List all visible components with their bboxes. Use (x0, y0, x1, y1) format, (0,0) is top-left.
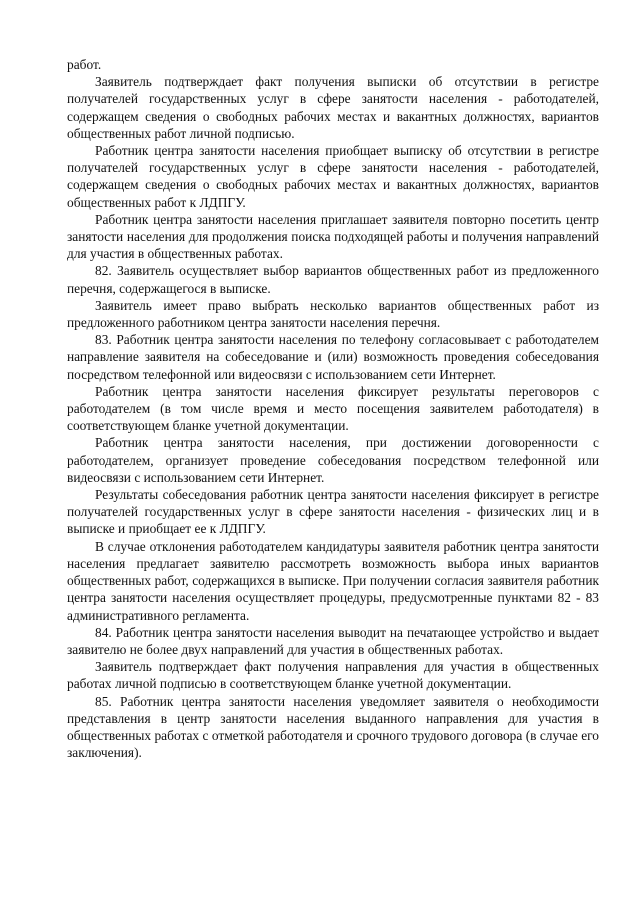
paragraph: Результаты собеседования работник центра занятости населения фиксирует в регистре получателей государственных услуг в сфере занятости населения - физических лиц и в выписке и приобщает ее к ЛДПГУ. (67, 487, 599, 537)
paragraph: Заявитель подтверждает факт получения выписки об отсутствии в регистре получателей государственных услуг в сфере занятости населения - работодателей, содержащем сведения о свободных рабочих местах и вакантных должностях, вариантов общественных работ личной подписью. (67, 74, 599, 141)
paragraph: В случае отклонения работодателем кандидатуры заявителя работник центра занятости населения предлагает заявителю рассмотреть возможность выбора иных вариантов общественных работ, содержащихся в выписке. При получении согласия заявителя работник центра занятости населения осуществляет процедуры, предусмотренные пунктами 82 - 83 административного регламента. (67, 538, 599, 623)
paragraph: Работник центра занятости населения приобщает выписку об отсутствии в регистре получателей государственных услуг в сфере занятости населения - работодателей, содержащем сведения о свободных рабочих местах и вакантных должностях, вариантов общественных работ к ЛДПГУ. (67, 143, 599, 210)
paragraph: Работник центра занятости населения фиксирует результаты переговоров с работодателем (в том числе время и место посещения заявителем работодателя) в соответствующем бланке учетной документации. (67, 383, 599, 434)
paragraph-item-84: 84. Работник центра занятости населения выводит на печатающее устройство и выдает заявителю не более двух направлений для участия в общественных работах. (67, 624, 599, 657)
paragraph-continuation: работ. (67, 57, 102, 72)
paragraph-item-85: 85. Работник центра занятости населения уведомляет заявителя о необходимости представления в центр занятости населения выданного направления для участия в общественных работах с отметкой работодателя и срочного трудового договора (в случае его заключения). (67, 693, 599, 761)
paragraph: Работник центра занятости населения, при достижении договоренности с работодателем, организует проведение собеседования посредством телефонной или видеосвязи с использованием сети Интернет. (67, 435, 599, 485)
paragraph: Заявитель имеет право выбрать несколько вариантов общественных работ из предложенного работником центра занятости населения перечня. (67, 297, 599, 331)
paragraph-item-83: 83. Работник центра занятости населения по телефону согласовывает с работодателем направление заявителя на собеседование и (или) возможность проведения собеседования посредством телефонной или видеосвязи с использованием сети Интернет. (67, 332, 599, 382)
paragraph: Заявитель подтверждает факт получения направления для участия в общественных работах личной подписью в соответствующем бланке учетной документации. (67, 659, 599, 692)
paragraph: Работник центра занятости населения приглашает заявителя повторно посетить центр занятости населения для продолжения поиска подходящей работы и получения направлений для участия в общественных работах. (67, 211, 599, 262)
paragraph-item-82: 82. Заявитель осуществляет выбор вариантов общественных работ из предложенного перечня, содержащегося в выписке. (67, 263, 599, 296)
